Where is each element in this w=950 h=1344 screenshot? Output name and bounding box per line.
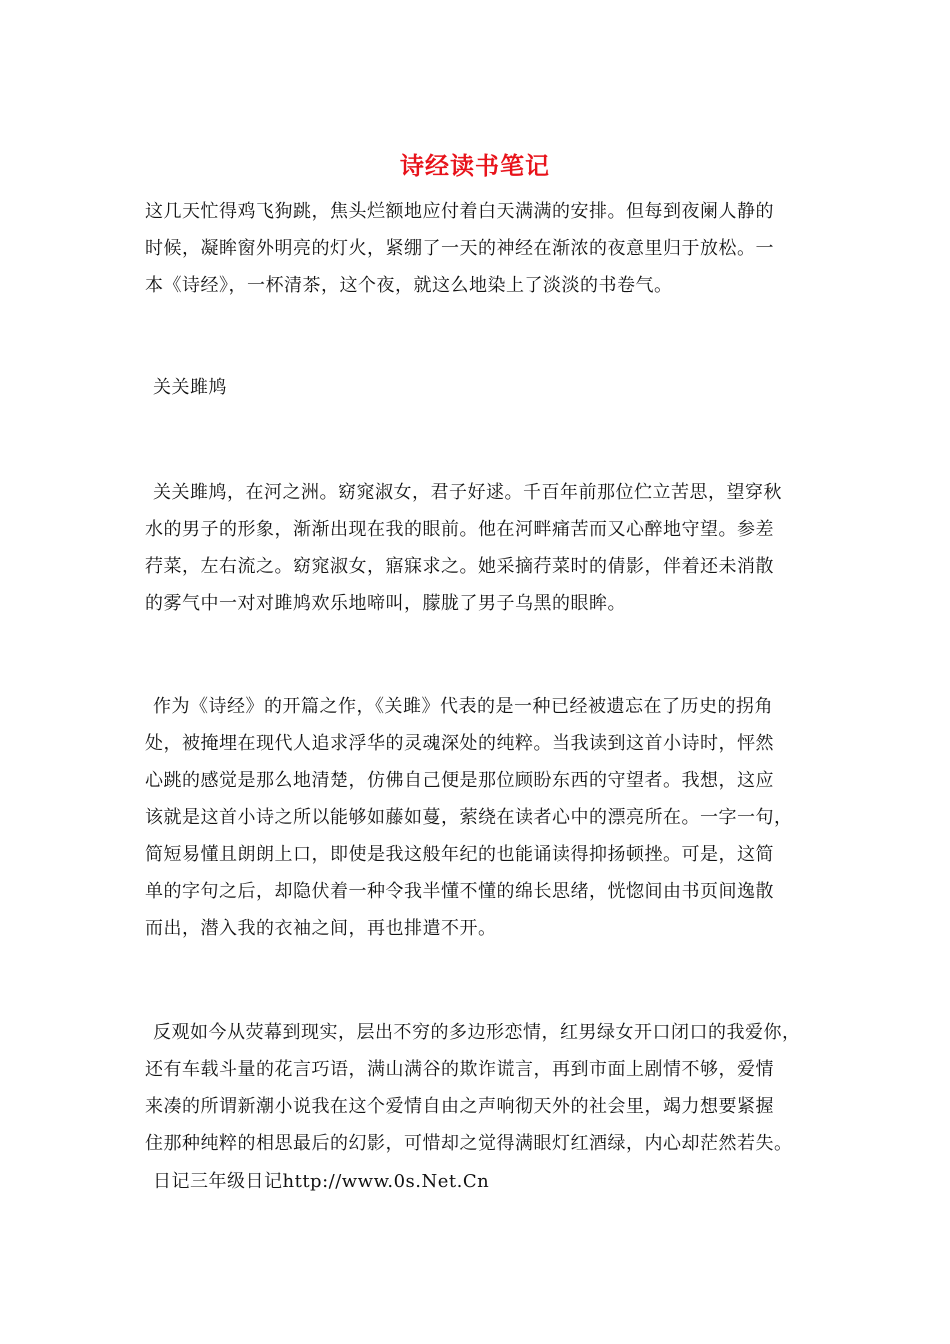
footer-text: 日记三年级日记http://www.0s.Net.Cn bbox=[153, 1171, 490, 1192]
paragraph-line: 作为《诗经》的开篇之作，《关雎》代表的是一种已经被遗忘在了历史的拐角 bbox=[153, 696, 773, 717]
paragraph-contrast bbox=[145, 1014, 835, 1162]
paragraph-guanju bbox=[145, 474, 835, 622]
paragraph-line: 该就是这首小诗之所以能够如藤如蔓，萦绕在读者心中的漂亮所在。一字一句， bbox=[145, 807, 793, 828]
paragraph-line: 住那种纯粹的相思最后的幻影，可惜却之觉得满眼灯红酒绿，内心却茫然若失。 bbox=[145, 1133, 793, 1154]
paragraph-line: 处，被掩埋在现代人追求浮华的灵魂深处的纯粹。当我读到这首小诗时，怦然 bbox=[145, 733, 774, 754]
paragraph-line: 本《诗经》，一杯清茶，这个夜，就这么地染上了淡淡的书卷气。 bbox=[145, 275, 673, 296]
paragraph-line: 来凑的所谓新潮小说我在这个爱情自由之声响彻天外的社会里，竭力想要紧握 bbox=[145, 1096, 774, 1117]
paragraph-line: 水的男子的形象，渐渐出现在我的眼前。他在河畔痛苦而又心醉地守望。参差 bbox=[145, 519, 774, 540]
section-heading-text: 关关雎鸠 bbox=[153, 377, 227, 398]
paragraph-line: 还有车载斗量的花言巧语，满山满谷的欺诈谎言，再到市面上剧情不够，爱情 bbox=[145, 1059, 774, 1080]
paragraph-line: 心跳的感觉是那么地清楚，仿佛自己便是那位顾盼东西的守望者。我想，这应 bbox=[145, 770, 774, 791]
document-title: 诗经读书笔记 bbox=[400, 152, 550, 180]
paragraph-line: 单的字句之后，却隐伏着一种令我半懂不懂的绵长思绪，恍惚间由书页间逸散 bbox=[145, 881, 774, 902]
paragraph-line: 这几天忙得鸡飞狗跳，焦头烂额地应付着白天满满的安排。但每到夜阑人静的 bbox=[145, 201, 774, 222]
paragraph-line: 的雾气中一对对雎鸠欢乐地啼叫，朦胧了男子乌黑的眼眸。 bbox=[145, 593, 626, 614]
paragraph-line: 时候，凝眸窗外明亮的灯火，紧绷了一天的神经在渐浓的夜意里归于放松。一 bbox=[145, 238, 774, 259]
document-footer bbox=[145, 1163, 835, 1200]
paragraph-line: 简短易懂且朗朗上口，即使是我这般年纪的也能诵读得抑扬顿挫。可是，这简 bbox=[145, 844, 774, 865]
paragraph-line: 荇菜，左右流之。窈窕淑女，寤寐求之。她采摘荇菜时的倩影，伴着还未消散 bbox=[145, 556, 774, 577]
paragraph-line: 而出，潜入我的衣袖之间，再也排遣不开。 bbox=[145, 918, 497, 939]
paragraph-line: 反观如今从荧幕到现实，层出不穷的多边形恋情，红男绿女开口闭口的我爱你， bbox=[153, 1022, 801, 1043]
section-heading bbox=[145, 369, 835, 406]
paragraph-line: 关关雎鸠，在河之洲。窈窕淑女，君子好逑。千百年前那位伫立苦思，望穿秋 bbox=[153, 482, 782, 503]
paragraph-intro bbox=[145, 193, 835, 304]
paragraph-reflection bbox=[145, 688, 835, 947]
